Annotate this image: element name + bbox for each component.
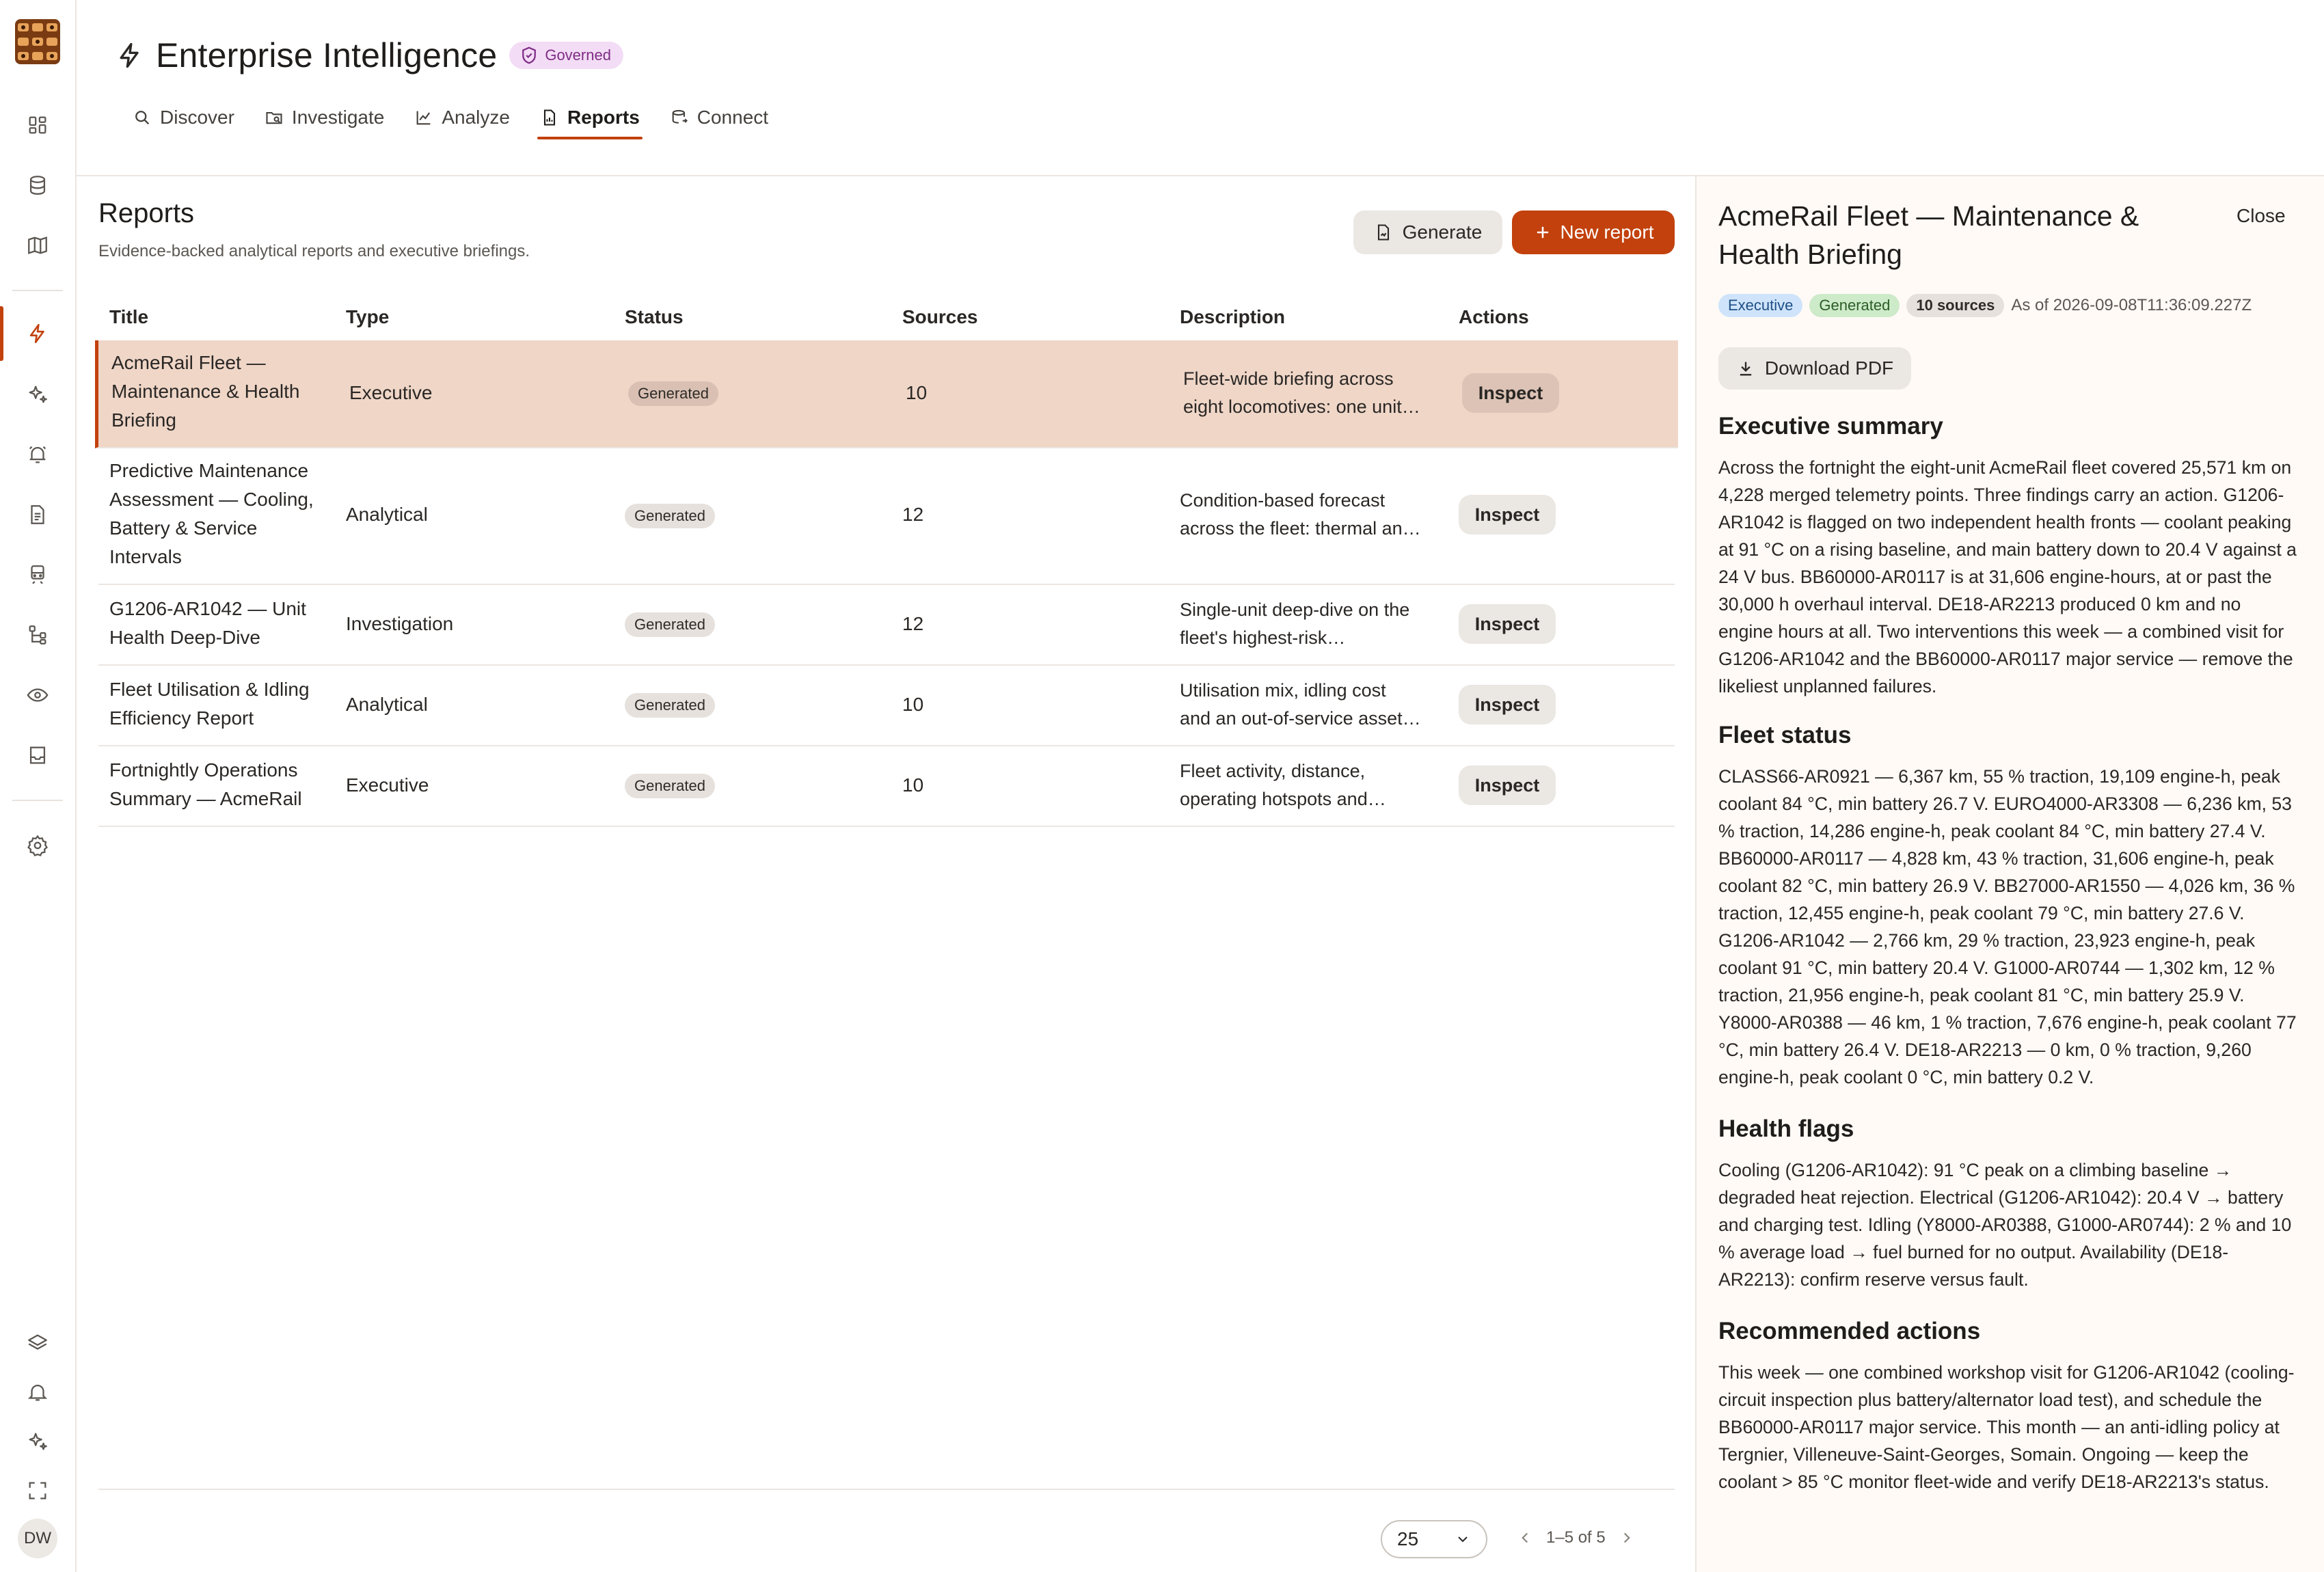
row-title-line: Summary — AcmeRail	[109, 788, 302, 809]
row-sources: 10	[902, 694, 924, 715]
governed-badge-label: Governed	[545, 46, 611, 64]
alarm-icon[interactable]	[21, 437, 55, 472]
tab-label: Discover	[160, 107, 234, 128]
row-type: Analytical	[346, 694, 428, 715]
row-type: Investigation	[346, 613, 454, 634]
inspect-button[interactable]: Inspect	[1462, 373, 1559, 413]
pagination	[1516, 1528, 1636, 1547]
grid-icon[interactable]	[21, 108, 55, 142]
section-heading-executive-summary: Executive summary	[1718, 413, 1943, 439]
row-sources: 12	[902, 504, 924, 525]
inspect-button[interactable]: Inspect	[1459, 495, 1556, 534]
section-body-fleet-status: CLASS66-AR0921 — 6,367 km, 55 % traction, 19,109 engine-h, peak coolant 84 °C, min battery 26.7 V. EURO4000-AR3308 — 6,236 km, 53 % traction, 14,286 engine-h, peak coolant 84 °C, min battery 27.4 V. BB60000-AR0117 — 4,828 km, 43 % traction, 31,606 engine-h, peak coolant 82 °C, min battery 26.9 V. BB27000-AR1550 — 4,026 km, 36 % traction, 12,455 engine-h, peak coolant 79 °C, min battery 27.6 V. G1206-AR1042 — 2,766 km, 29 % traction, 23,923 engine-h, peak coolant 91 °C, min battery 20.4 V. G1000-AR0744 — 1,302 km, 12 % traction, 21,956 engine-h, peak coolant 81 °C, min battery 25.9 V. Y8000-AR0388 — 46 km, 1 % traction, 7,676 engine-h, peak coolant 77 °C, min battery 26.4 V. DE18-AR2213 — 0 km, 0 % traction, 9,260 engine-h, peak coolant 0 °C, min battery 0.2 V.	[1718, 766, 2297, 1087]
table-row[interactable]	[98, 584, 1675, 666]
generate-label: Generate	[1402, 221, 1483, 243]
row-title-line: G1206-AR1042 — Unit	[109, 598, 306, 619]
reports-panel	[75, 176, 1695, 1572]
section-heading-fleet-status: Fleet status	[1718, 722, 1852, 748]
column-header-description[interactable]: Description	[1180, 306, 1286, 327]
inspect-button[interactable]: Inspect	[1459, 604, 1556, 644]
row-title-line: Briefing	[111, 409, 176, 431]
tab-analyze[interactable]	[411, 98, 513, 137]
folder-search-icon	[265, 108, 284, 127]
document-icon	[1374, 223, 1393, 242]
tab-label: Investigate	[291, 107, 385, 128]
connect-icon	[670, 108, 689, 127]
column-header-sources[interactable]: Sources	[902, 306, 978, 327]
table-row[interactable]	[98, 745, 1675, 827]
download-icon	[1736, 359, 1755, 378]
app-title: Enterprise Intelligence	[156, 36, 498, 74]
chevron-right-icon[interactable]	[1618, 1529, 1636, 1547]
layers-icon[interactable]	[21, 1326, 55, 1360]
brand	[115, 36, 623, 75]
row-description-line: Utilisation mix, idling cost	[1180, 680, 1386, 701]
status-badge: Generated	[625, 693, 715, 718]
app-logo[interactable]	[15, 19, 60, 64]
row-title-line: Fortnightly Operations	[109, 759, 298, 781]
rail-active-indicator	[0, 306, 3, 361]
row-title-line: Efficiency Report	[109, 707, 254, 729]
row-description-line: Condition-based forecast	[1180, 490, 1386, 511]
page-size-select[interactable]	[1381, 1520, 1487, 1558]
map-icon[interactable]	[21, 228, 55, 262]
row-type: Executive	[346, 774, 429, 796]
bolt-icon[interactable]	[21, 316, 55, 351]
row-title-line: Battery & Service	[109, 517, 258, 539]
row-title	[109, 595, 314, 652]
row-title-line: Health Deep-Dive	[109, 627, 260, 648]
report-icon	[540, 108, 559, 127]
generate-button[interactable]	[1353, 211, 1502, 254]
detail-badges	[1718, 294, 2252, 317]
hierarchy-icon[interactable]	[21, 618, 55, 652]
rail-divider	[12, 290, 63, 291]
bolt-icon	[115, 40, 145, 70]
new-report-button[interactable]	[1512, 211, 1675, 254]
row-title	[109, 756, 314, 813]
shield-icon	[519, 45, 539, 66]
section-body-executive-summary: Across the fortnight the eight-unit AcmeRail fleet covered 25,571 km on 4,228 merged telemetry points. Three findings carry an action. G1206-AR1042 is flagged on two independent health fronts — coolant peaking at 91 °C on a rising baseline, and main battery down to 20.4 V against a 24 V bus. BB60000-AR0117 is at 31,606 engine-hours, at or past the 30,000 h overhaul interval. DE18-AR2213 produced 0 km and no engine hours at all. Two interventions this week — a combined visit for G1206-AR1042 and the BB60000-AR0117 major service — remove the likeliest unplanned failures.	[1718, 457, 2297, 696]
section-body-recommended-actions: This week — one combined workshop visit for G1206-AR1042 (cooling-circuit inspection plus battery/alternator load test), and schedule the BB60000-AR0117 major service. This month — an anti-idling policy at Tergnier, Villeneuve-Saint-Georges, Somain. Ongoing — keep the coolant > 85 °C monitor fleet-wide and verify DE18-AR2213's status.	[1718, 1362, 2295, 1492]
row-sources: 12	[902, 613, 924, 634]
governed-badge	[509, 42, 623, 69]
main-tabs	[130, 98, 796, 137]
row-title-line: Maintenance & Health	[111, 381, 300, 402]
sparkle-icon[interactable]	[21, 1424, 55, 1459]
status-badge: Generated	[625, 774, 715, 798]
page-subtitle: Evidence-backed analytical reports and executive briefings.	[98, 242, 530, 260]
table-header	[98, 294, 1675, 342]
table-row[interactable]	[95, 340, 1678, 448]
eye-icon[interactable]	[21, 678, 55, 712]
status-badge: Generated	[625, 612, 715, 637]
inspect-button[interactable]: Inspect	[1459, 685, 1556, 724]
download-pdf-button[interactable]	[1718, 347, 1911, 390]
train-icon[interactable]	[21, 558, 55, 592]
page-size-value: 25	[1397, 1528, 1419, 1549]
download-pdf-label: Download PDF	[1764, 357, 1894, 379]
column-header-actions: Actions	[1459, 306, 1529, 327]
report-detail-panel	[1695, 176, 2324, 1572]
row-sources: 10	[906, 382, 928, 403]
row-title-line: AcmeRail Fleet —	[111, 352, 266, 373]
row-description-line: fleet's highest-risk…	[1180, 627, 1346, 648]
status-badge: Generated	[625, 504, 715, 528]
row-description-line: eight locomotives: one unit…	[1183, 396, 1420, 417]
page-range: 1–5 of 5	[1546, 1528, 1606, 1547]
tab-label: Reports	[567, 107, 640, 128]
sparkle-icon[interactable]	[21, 377, 55, 411]
type-badge: Executive	[1718, 294, 1802, 317]
sources-badge: 10 sources	[1906, 294, 2004, 317]
document-icon[interactable]	[21, 498, 55, 532]
detail-title: AcmeRail Fleet — Maintenance & Health Briefing	[1718, 200, 2139, 270]
avatar[interactable]: DW	[18, 1519, 57, 1558]
status-badge: Generated	[628, 381, 718, 406]
section-body-health-flags: Cooling (G1206-AR1042): 91 °C peak on a climbing baseline → degraded heat rejection. Electrical (G1206-AR1042): 20.4 V → battery and charging test. Idling (Y8000-AR0388, G1000-AR0744): 2 % and 10 % average load → fuel burned for no output. Availability (DE18-AR2213): confirm reserve versus fault.	[1718, 1160, 2292, 1290]
fullscreen-icon[interactable]	[21, 1474, 55, 1508]
row-title-line: Intervals	[109, 546, 182, 567]
page-title: Reports	[98, 198, 195, 228]
chevron-left-icon[interactable]	[1516, 1529, 1534, 1547]
tab-investigate[interactable]	[262, 98, 387, 137]
column-header-type[interactable]: Type	[346, 306, 390, 327]
row-title	[109, 675, 314, 733]
status-badge: Generated	[1809, 294, 1900, 317]
row-description	[1180, 757, 1433, 813]
chevron-down-icon	[1455, 1531, 1471, 1547]
row-description-line: Fleet activity, distance,	[1180, 761, 1366, 781]
as-of-timestamp: As of 2026-09-08T11:36:09.227Z	[2011, 296, 2252, 314]
plus-icon	[1533, 223, 1552, 242]
row-title	[111, 349, 316, 435]
app-header	[75, 0, 2324, 176]
row-title-line: Predictive Maintenance	[109, 460, 309, 481]
section-heading-recommended-actions: Recommended actions	[1718, 1318, 1981, 1344]
inbox-icon[interactable]	[21, 738, 55, 772]
new-report-label: New report	[1560, 221, 1654, 243]
database-icon[interactable]	[21, 168, 55, 202]
settings-icon[interactable]	[21, 828, 55, 863]
inspect-button[interactable]: Inspect	[1459, 765, 1556, 805]
row-description-line: Fleet-wide briefing across	[1183, 368, 1394, 389]
row-type: Analytical	[346, 504, 428, 525]
row-title	[109, 457, 314, 571]
section-heading-health-flags: Health flags	[1718, 1115, 1854, 1142]
column-header-status[interactable]: Status	[625, 306, 684, 327]
row-description-line: Single-unit deep-dive on the	[1180, 599, 1410, 620]
bell-icon[interactable]	[21, 1375, 55, 1409]
row-description	[1180, 677, 1433, 733]
row-title-line: Assessment — Cooling,	[109, 489, 314, 510]
chart-icon	[414, 108, 433, 127]
tab-connect[interactable]	[667, 98, 771, 137]
column-header-title[interactable]: Title	[109, 306, 149, 327]
table-footer	[98, 1489, 1675, 1558]
search-icon	[133, 108, 152, 127]
left-rail	[0, 0, 77, 1572]
row-sources: 10	[902, 774, 924, 796]
tab-label: Connect	[697, 107, 769, 128]
row-description-line: and an out-of-service asset…	[1180, 708, 1421, 729]
rail-divider	[12, 800, 63, 801]
row-description	[1180, 596, 1433, 652]
table-row[interactable]	[98, 664, 1675, 746]
row-type: Executive	[349, 382, 433, 403]
tab-reports[interactable]	[537, 98, 643, 137]
row-description	[1180, 487, 1433, 543]
row-description-line: across the fleet: thermal an…	[1180, 518, 1421, 539]
tab-label: Analyze	[442, 107, 510, 128]
close-button[interactable]: Close	[2237, 205, 2286, 226]
row-description-line: operating hotspots and…	[1180, 789, 1386, 809]
row-description	[1183, 365, 1436, 421]
row-title-line: Fleet Utilisation & Idling	[109, 679, 310, 700]
tab-discover[interactable]	[130, 98, 237, 137]
table-row[interactable]	[98, 447, 1675, 585]
